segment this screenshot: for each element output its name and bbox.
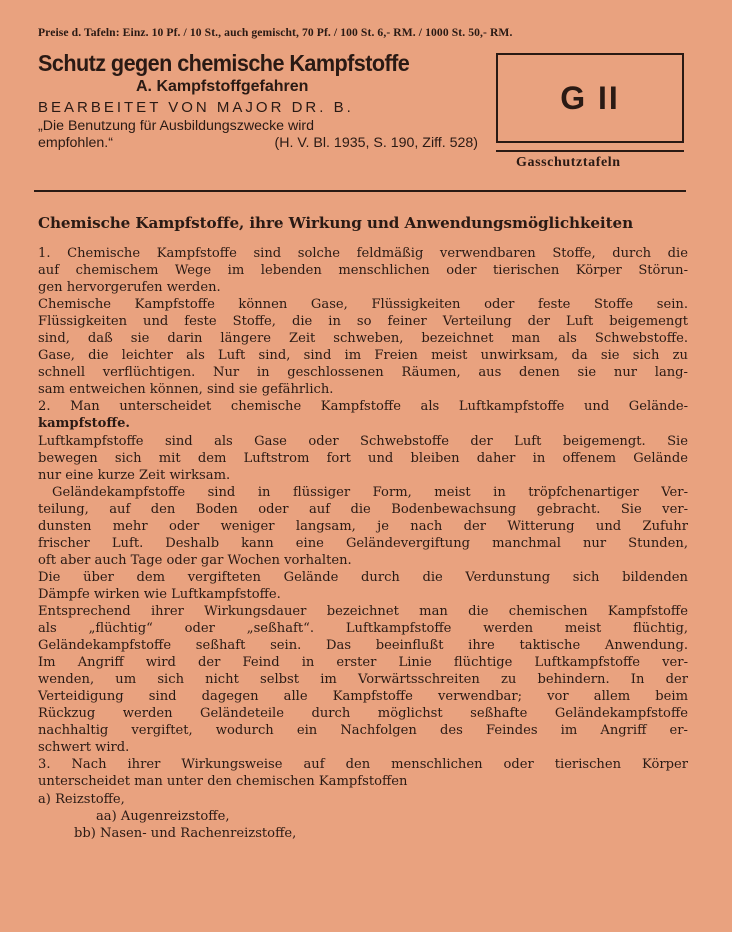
document-subtitle: A. Kampfstoffgefahren xyxy=(136,78,309,95)
body-line: nachhaltig vergiftet, wodurch ein Nachfolgen des Feindes im Angriff er- xyxy=(38,723,688,739)
body-line: gen hervorgerufen werden. xyxy=(38,280,221,296)
quote-end: empfohlen.“ xyxy=(38,135,113,151)
body-line: bb) Nasen- und Rachenreizstoffe, xyxy=(74,825,297,841)
section-title: Chemische Kampfstoffe, ihre Wirkung und Anwendungsmöglichkeiten xyxy=(38,214,634,232)
quote-line-1: „Die Benutzung für Ausbildungszwecke wird xyxy=(38,118,315,134)
body-line: Entsprechend ihrer Wirkungsdauer bezeichnet man die chemischen Kampfstoffe xyxy=(38,603,688,619)
body-line: Dämpfe wirken wie Luftkampfstoffe. xyxy=(38,586,281,602)
body-text xyxy=(38,245,688,842)
quote-line-2 xyxy=(38,135,478,152)
code-divider xyxy=(496,150,684,152)
body-line: Die über dem vergifteten Gelände durch die Verdunstung sich bildenden xyxy=(38,569,688,585)
body-line: dunsten mehr oder weniger langsam, je nach der Witterung und Zufuhr xyxy=(38,518,688,534)
body-line: Gase, die leichter als Luft sind, sind im Freien meist unwirksam, da sie sich zu xyxy=(38,348,688,364)
document-author: BEARBEITET VON MAJOR DR. B. xyxy=(38,99,354,116)
body-line: 3. Nach ihrer Wirkungsweise auf den menschlichen oder tierischen Körper xyxy=(38,757,688,773)
body-line: teilung, auf den Boden oder auf die Bodenbewachsung gebracht. Sie ver- xyxy=(38,501,688,517)
body-line: als „flüchtig“ oder „seßhaft“. Luftkampfstoffe werden meist flüchtig, xyxy=(38,621,688,637)
body-line: bewegen sich mit dem Luftstrom fort und bleiben daher in offenem Gelände xyxy=(38,450,688,466)
body-line: a) Reizstoffe, xyxy=(38,791,125,807)
body-line: 1. Chemische Kampfstoffe sind solche feldmäßig verwendbaren Stoffe, durch die xyxy=(38,246,688,261)
body-line: aa) Augenreizstoffe, xyxy=(96,808,230,824)
body-line: Luftkampfstoffe sind als Gase oder Schwebstoffe der Luft beigemengt. Sie xyxy=(38,433,688,449)
header-divider xyxy=(34,190,686,192)
price-line: Preise d. Tafeln: Einz. 10 Pf. / 10 St., auch gemischt, 70 Pf. / 100 St. 6,- RM. / 1000 St. 50,- RM. xyxy=(38,26,513,39)
body-line: sind, daß sie darin längere Zeit schweben, bezeichnet man als Schwebstoffe. xyxy=(38,331,688,347)
document-title: Schutz gegen chemische Kampfstoffe xyxy=(38,50,410,76)
body-line: auf chemischem Wege im lebenden menschlichen oder tierischen Körper Störun- xyxy=(38,263,688,279)
tafel-code-box xyxy=(496,53,684,143)
series-label: Gasschutztafeln xyxy=(516,155,621,170)
body-line: schwert wird. xyxy=(38,740,130,756)
tafel-code: G II xyxy=(560,79,620,116)
body-line: Geländekampfstoffe seßhaft sein. Das beeinflußt ihre taktische Anwendung. xyxy=(38,638,688,654)
body-line: Flüssigkeiten und feste Stoffe, die in so feiner Verteilung der Luft beigemengt xyxy=(38,314,688,330)
body-line: unterscheidet man unter den chemischen Kampfstoffen xyxy=(38,774,408,790)
header-title-block xyxy=(38,50,488,152)
body-line: 2. Man unterscheidet chemische Kampfstoffe als Luftkampfstoffe und Gelände- xyxy=(38,399,688,415)
body-line: oft aber auch Tage oder gar Wochen vorhalten. xyxy=(38,552,352,568)
body-line: Im Angriff wird der Feind in erster Linie flüchtige Luftkampfstoffe ver- xyxy=(38,655,688,671)
body-line: kampfstoffe. xyxy=(38,416,130,432)
body-line: frischer Luft. Deshalb kann eine Geländevergiftung manchmal nur Stunden, xyxy=(38,535,688,551)
body-line: Verteidigung sind dagegen alle Kampfstoffe verwendbar; vor allem beim xyxy=(38,689,688,705)
body-line: nur eine kurze Zeit wirksam. xyxy=(38,467,231,483)
body-line: schnell verflüchtigen. Nur in geschlossenen Räumen, aus denen sie nur lang- xyxy=(38,365,688,381)
body-line: Rückzug werden Geländeteile durch möglichst seßhafte Geländekampfstoffe xyxy=(38,706,688,722)
body-line: Chemische Kampfstoffe können Gase, Flüssigkeiten oder feste Stoffe sein. xyxy=(38,297,688,313)
body-line: wenden, um sich nicht selbst im Vorwärtsschreiten zu behindern. In der xyxy=(38,672,688,688)
body-line: Geländekampfstoffe sind in flüssiger Form, meist in tröpfchenartiger Ver- xyxy=(52,484,688,500)
citation: (H. V. Bl. 1935, S. 190, Ziff. 528) xyxy=(274,135,478,151)
body-line: sam entweichen können, sind sie gefährlich. xyxy=(38,382,334,398)
